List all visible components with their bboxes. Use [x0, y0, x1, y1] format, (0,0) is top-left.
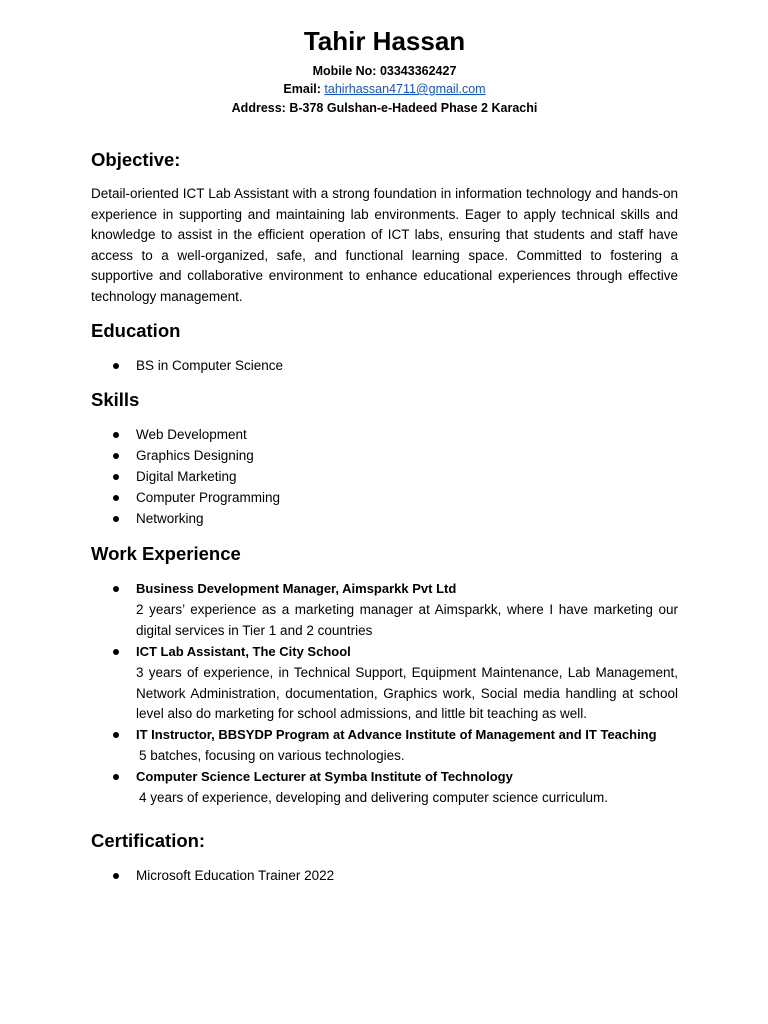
bullet-icon — [113, 474, 119, 480]
bullet-icon — [113, 495, 119, 501]
objective-text: Detail-oriented ICT Lab Assistant with a strong foundation in information technology and hands-on experience in supporting and maintaining lab environments. Eager to apply technical skills and knowledge to assist in the efficient operation of ICT labs, ensuring that students and staff have access to a well-organized, safe, and functional learning space. Committed to fostering a supportive and collaborative environment to enhance educational experiences through effective technology management. — [91, 186, 678, 304]
email-label: Email: — [283, 82, 321, 96]
candidate-name: Tahir Hassan — [303, 26, 466, 56]
job-description: 3 years of experience, in Technical Support, Equipment Maintenance, Lab Management, Network Administration, documentation, Graphics work, Social media handling at school level also do marketing for school admissions, and little bit teaching as well. — [136, 664, 678, 722]
work-heading: Work Experience — [91, 543, 241, 564]
job-item — [91, 767, 678, 809]
work-list — [91, 579, 678, 809]
bullet-icon — [113, 649, 119, 655]
list-item: Web Development — [91, 425, 678, 446]
bullet-icon — [113, 453, 119, 459]
bullet-icon — [113, 516, 119, 522]
job-title: Business Development Manager, Aimsparkk Pvt Ltd — [136, 581, 457, 596]
list-item: Graphics Designing — [91, 446, 678, 467]
job-title: ICT Lab Assistant, The City School — [136, 643, 351, 659]
list-item: Digital Marketing — [91, 467, 678, 488]
list-item: Networking — [91, 509, 678, 530]
list-item: Computer Programming — [91, 488, 678, 509]
bullet-icon — [113, 873, 119, 879]
job-title: IT Instructor, BBSYDP Program at Advance Institute of Management and IT Teaching — [136, 727, 657, 743]
certification-heading: Certification: — [91, 830, 206, 851]
bullet-icon — [113, 732, 119, 738]
bullet-icon — [113, 774, 119, 780]
address-label: Address: — [231, 101, 286, 115]
email-line — [91, 80, 678, 98]
job-item — [91, 642, 678, 726]
bullet-icon — [113, 432, 119, 438]
mobile-label: Mobile No: — [312, 64, 377, 78]
job-item — [91, 725, 678, 767]
skills-list — [91, 425, 678, 530]
job-title: Computer Science Lecturer at Symba Institute of Technology — [136, 769, 513, 785]
address-line — [91, 99, 678, 117]
objective-heading: Objective: — [91, 149, 181, 170]
bullet-icon — [113, 363, 119, 369]
skills-heading: Skills — [91, 389, 140, 410]
education-heading: Education — [91, 320, 181, 341]
mobile-line — [91, 62, 678, 80]
certification-list — [91, 866, 678, 887]
bullet-icon — [113, 586, 119, 592]
email-link[interactable]: tahirhassan4711@gmail.com — [324, 82, 486, 96]
mobile-number: 03343362427 — [379, 64, 457, 78]
job-description: 5 batches, focusing on various technologies. — [139, 748, 405, 764]
job-description: 4 years of experience, developing and delivering computer science curriculum. — [139, 790, 608, 806]
list-item: Microsoft Education Trainer 2022 — [91, 866, 678, 887]
job-item — [91, 579, 678, 642]
list-item: BS in Computer Science — [91, 356, 678, 377]
address-text: B-378 Gulshan-e-Hadeed Phase 2 Karachi — [289, 101, 538, 115]
education-list — [91, 356, 678, 377]
job-description: 2 years’ experience as a marketing manager at Aimsparkk, where I have marketing our digital services in Tier 1 and 2 countries — [136, 601, 678, 638]
